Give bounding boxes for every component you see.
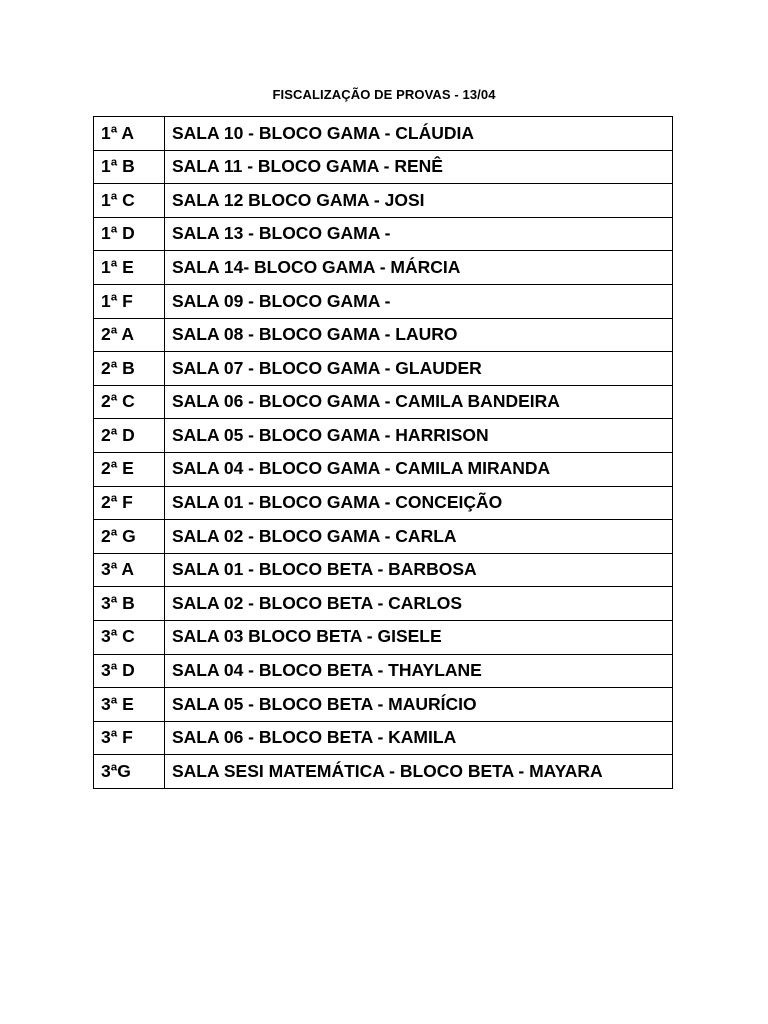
class-cell: 1ª C <box>94 184 165 218</box>
class-cell: 2ª A <box>94 318 165 352</box>
class-cell: 2ª F <box>94 486 165 520</box>
room-proctor-cell: SALA 10 - BLOCO GAMA - CLÁUDIA <box>165 117 673 151</box>
class-cell: 1ª B <box>94 150 165 184</box>
room-proctor-cell: SALA 13 - BLOCO GAMA - <box>165 217 673 251</box>
room-proctor-cell: SALA 07 - BLOCO GAMA - GLAUDER <box>165 352 673 386</box>
room-proctor-cell: SALA 11 - BLOCO GAMA - RENÊ <box>165 150 673 184</box>
room-proctor-cell: SALA 04 - BLOCO GAMA - CAMILA MIRANDA <box>165 452 673 486</box>
class-cell: 1ª A <box>94 117 165 151</box>
class-cell: 2ª B <box>94 352 165 386</box>
table-row <box>94 419 673 453</box>
table-row <box>94 385 673 419</box>
room-proctor-cell: SALA 14- BLOCO GAMA - MÁRCIA <box>165 251 673 285</box>
room-proctor-cell: SALA 05 - BLOCO GAMA - HARRISON <box>165 419 673 453</box>
room-proctor-cell: SALA 01 - BLOCO BETA - BARBOSA <box>165 553 673 587</box>
class-cell: 2ª E <box>94 452 165 486</box>
room-proctor-cell: SALA 02 - BLOCO GAMA - CARLA <box>165 520 673 554</box>
class-cell: 1ª D <box>94 217 165 251</box>
table-row <box>94 184 673 218</box>
room-proctor-cell: SALA 04 - BLOCO BETA - THAYLANE <box>165 654 673 688</box>
room-proctor-cell: SALA 12 BLOCO GAMA - JOSI <box>165 184 673 218</box>
room-proctor-cell: SALA 09 - BLOCO GAMA - <box>165 284 673 318</box>
table-row <box>94 318 673 352</box>
class-cell: 3ª A <box>94 553 165 587</box>
class-cell: 2ª C <box>94 385 165 419</box>
class-cell: 3ª C <box>94 620 165 654</box>
table-row <box>94 284 673 318</box>
table-row <box>94 486 673 520</box>
class-cell: 3ª B <box>94 587 165 621</box>
room-proctor-cell: SALA 06 - BLOCO BETA - KAMILA <box>165 721 673 755</box>
class-cell: 3ª E <box>94 688 165 722</box>
table-row <box>94 755 673 789</box>
table-row <box>94 553 673 587</box>
table-row <box>94 217 673 251</box>
table-row <box>94 620 673 654</box>
table-row <box>94 654 673 688</box>
room-proctor-cell: SALA 02 - BLOCO BETA - CARLOS <box>165 587 673 621</box>
schedule-table <box>93 116 673 789</box>
document-title: FISCALIZAÇÃO DE PROVAS - 13/04 <box>272 87 496 102</box>
class-cell: 3ª F <box>94 721 165 755</box>
schedule-table-body <box>94 117 673 789</box>
table-row <box>94 520 673 554</box>
class-cell: 2ª D <box>94 419 165 453</box>
class-cell: 1ª F <box>94 284 165 318</box>
class-cell: 2ª G <box>94 520 165 554</box>
class-cell: 3ªG <box>94 755 165 789</box>
class-cell: 3ª D <box>94 654 165 688</box>
table-row <box>94 688 673 722</box>
room-proctor-cell: SALA 01 - BLOCO GAMA - CONCEIÇÃO <box>165 486 673 520</box>
table-row <box>94 117 673 151</box>
class-cell: 1ª E <box>94 251 165 285</box>
table-row <box>94 251 673 285</box>
room-proctor-cell: SALA 06 - BLOCO GAMA - CAMILA BANDEIRA <box>165 385 673 419</box>
table-row <box>94 721 673 755</box>
room-proctor-cell: SALA 03 BLOCO BETA - GISELE <box>165 620 673 654</box>
room-proctor-cell: SALA 05 - BLOCO BETA - MAURÍCIO <box>165 688 673 722</box>
table-row <box>94 587 673 621</box>
table-row <box>94 452 673 486</box>
room-proctor-cell: SALA 08 - BLOCO GAMA - LAURO <box>165 318 673 352</box>
table-row <box>94 352 673 386</box>
room-proctor-cell: SALA SESI MATEMÁTICA - BLOCO BETA - MAYARA <box>165 755 673 789</box>
table-row <box>94 150 673 184</box>
